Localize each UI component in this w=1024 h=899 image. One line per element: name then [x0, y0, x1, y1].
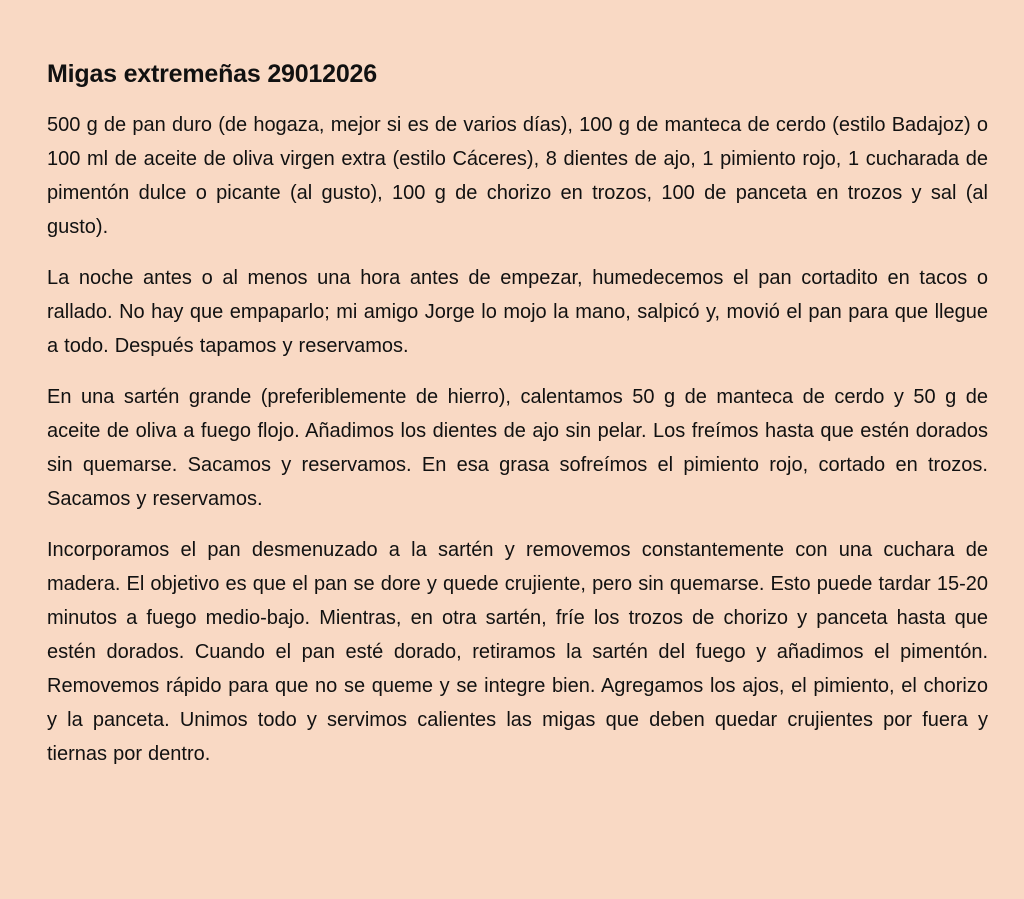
- preparation-paragraph: La noche antes o al menos una hora antes de empezar, humedecemos el pan cortadito en tacos o rallado. No hay que empaparlo; mi amigo Jorge lo mojo la mano, salpicó y, movió el pan para que llegue a todo. Después tapamos y reservamos.: [47, 267, 988, 357]
- frying-paragraph: En una sartén grande (preferiblemente de hierro), calentamos 50 g de manteca de cerdo y 50 g de aceite de oliva a fuego flojo. Añadimos los dientes de ajo sin pelar. Los freímos hasta que estén dorados sin quemarse. Sacamos y reservamos. En esa grasa sofreímos el pimiento rojo, cortado en trozos. Sacamos y reservamos.: [47, 386, 988, 510]
- recipe-title: Migas extremeñas 29012026: [47, 60, 377, 88]
- cooking-paragraph: Incorporamos el pan desmenuzado a la sartén y removemos constantemente con una cuchara de madera. El objetivo es que el pan se dore y quede crujiente, pero sin quemarse. Esto puede tardar 15-20 minutos a fuego medio-bajo. Mientras, en otra sartén, fríe los trozos de chorizo y panceta hasta que estén dorados. Cuando el pan esté dorado, retiramos la sartén del fuego y añadimos el pimentón. Removemos rápido para que no se queme y se integre bien. Agregamos los ajos, el pimiento, el chorizo y la panceta. Unimos todo y servimos calientes las migas que deben quedar crujientes por fuera y tiernas por dentro.: [47, 539, 988, 765]
- ingredients-paragraph: 500 g de pan duro (de hogaza, mejor si es de varios días), 100 g de manteca de cerdo (estilo Badajoz) o 100 ml de aceite de oliva virgen extra (estilo Cáceres), 8 dientes de ajo, 1 pimiento rojo, 1 cucharada de pimentón dulce o picante (al gusto), 100 g de chorizo en trozos, 100 de panceta en trozos y sal (al gusto).: [47, 114, 988, 238]
